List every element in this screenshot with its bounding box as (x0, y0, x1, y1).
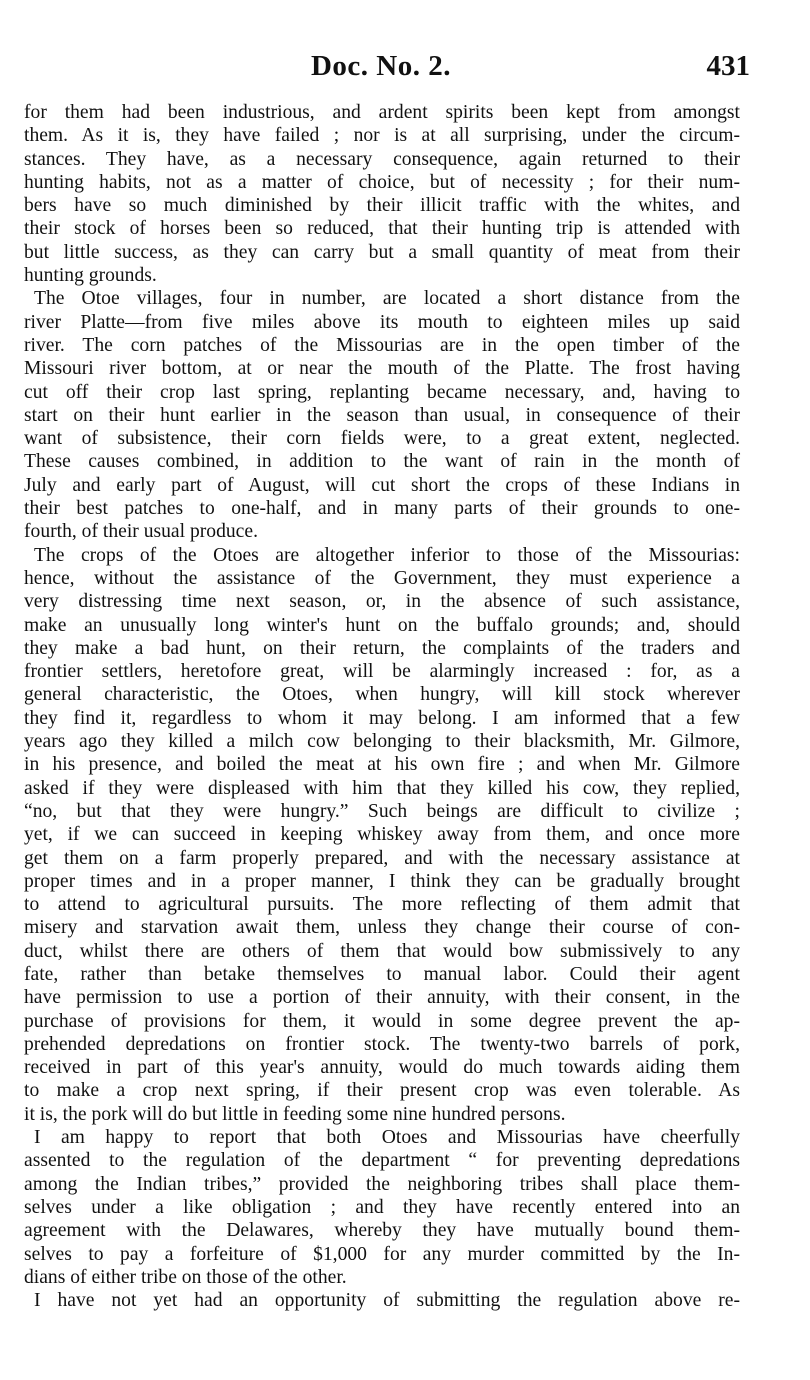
text-line: their stock of horses been so reduced, that their hunting trip is attended with (24, 218, 740, 240)
text-line: I am happy to report that both Otoes and Missourias have cheerfully (34, 1127, 740, 1149)
text-line: have permission to use a portion of their annuity, with their consent, in the (24, 987, 740, 1009)
text-line: but little success, as they can carry but a small quantity of meat from their (24, 241, 740, 263)
text-line: received in part of this year's annuity, would do much towards aiding them (24, 1057, 740, 1079)
text-line: These causes combined, in addition to the want of rain in the month of (24, 451, 740, 473)
text-line: Missouri river bottom, at or near the mouth of the Platte. The frost having (24, 358, 740, 380)
text-line: want of subsistence, their corn fields were, to a great extent, neglected. (24, 428, 740, 450)
page-number: 431 (706, 50, 750, 82)
text-line: river Platte—from five miles above its mouth to eighteen miles up said (24, 311, 740, 333)
text-line: make an unusually long winter's hunt on the buffalo grounds; and, should (24, 614, 740, 636)
text-line: fourth, of their usual produce. (24, 521, 258, 543)
text-line: for them had been industrious, and ardent spirits been kept from amongst (24, 102, 740, 123)
text-line: they make a bad hunt, on their return, the complaints of the traders and (24, 637, 740, 659)
text-line: start on their hunt earlier in the season than usual, in consequence of their (24, 404, 740, 426)
text-line: assented to the regulation of the department “ for preventing depredations (24, 1150, 740, 1172)
text-line: dians of either tribe on those of the other. (24, 1266, 347, 1288)
body-text (24, 101, 740, 1312)
text-line: their best patches to one-half, and in many parts of their grounds to one- (24, 498, 740, 520)
text-line: asked if they were displeased with him that they killed his cow, they replied, (24, 777, 740, 799)
text-line: hence, without the assistance of the Government, they must experience a (24, 567, 740, 589)
text-line: river. The corn patches of the Missourias are in the open timber of the (24, 334, 740, 356)
text-line: them. As it is, they have failed ; nor is at all surprising, under the circum- (24, 125, 740, 147)
text-line: get them on a farm properly prepared, and with the necessary assistance at (24, 847, 740, 869)
text-line: among the Indian tribes,” provided the neighboring tribes shall place them- (24, 1173, 740, 1195)
text-line: I have not yet had an opportunity of submitting the regulation above re- (34, 1290, 740, 1312)
text-line: selves under a like obligation ; and they have recently entered into an (24, 1196, 740, 1218)
text-line: they find it, regardless to whom it may belong. I am informed that a few (24, 707, 740, 729)
text-line: proper times and in a proper manner, I think they can be gradually brought (24, 870, 740, 892)
document-title: Doc. No. 2. (310, 50, 451, 82)
text-line: to attend to agricultural pursuits. The more reflecting of them admit that (24, 894, 740, 916)
text-line: The crops of the Otoes are altogether inferior to those of the Missourias: (34, 544, 740, 566)
text-line: selves to pay a forfeiture of $1,000 for any murder committed by the In- (24, 1243, 740, 1265)
text-line: duct, whilst there are others of them that would bow submissively to any (24, 940, 740, 962)
text-line: years ago they killed a milch cow belonging to their blacksmith, Mr. Gilmore, (24, 731, 740, 753)
text-line: very distressing time next season, or, in the absence of such assistance, (24, 591, 740, 613)
text-line: general characteristic, the Otoes, when hungry, will kill stock wherever (24, 684, 740, 706)
text-line: frontier settlers, heretofore great, will be alarmingly increased : for, as a (24, 661, 740, 683)
text-line: cut off their crop last spring, replanting became necessary, and, having to (24, 381, 740, 403)
text-line: stances. They have, as a necessary consequence, again returned to their (24, 148, 740, 170)
text-line: The Otoe villages, four in number, are located a short distance from the (34, 288, 740, 310)
text-line: “no, but that they were hungry.” Such beings are difficult to civilize ; (24, 800, 740, 822)
text-line: July and early part of August, will cut short the crops of these Indians in (24, 474, 740, 496)
text-line: purchase of provisions for them, it would in some degree prevent the ap- (24, 1010, 740, 1032)
page-header (22, 50, 750, 92)
text-line: to make a crop next spring, if their present crop was even tolerable. As (24, 1080, 740, 1102)
text-line: it is, the pork will do but little in feeding some nine hundred persons. (24, 1103, 566, 1125)
text-line: hunting habits, not as a matter of choice, but of necessity ; for their num- (24, 171, 740, 193)
text-line: fate, rather than betake themselves to manual labor. Could their agent (24, 963, 740, 985)
text-line: yet, if we can succeed in keeping whiskey away from them, and once more (24, 824, 740, 846)
text-line: hunting grounds. (24, 265, 157, 287)
text-line: in his presence, and boiled the meat at his own fire ; and when Mr. Gilmore (24, 754, 740, 776)
text-line: bers have so much diminished by their illicit traffic with the whites, and (24, 195, 740, 217)
text-line: agreement with the Delawares, whereby they have mutually bound them- (24, 1220, 740, 1242)
text-line: prehended depredations on frontier stock. The twenty-two barrels of pork, (24, 1033, 740, 1055)
text-line: misery and starvation await them, unless they change their course of con- (24, 917, 740, 939)
